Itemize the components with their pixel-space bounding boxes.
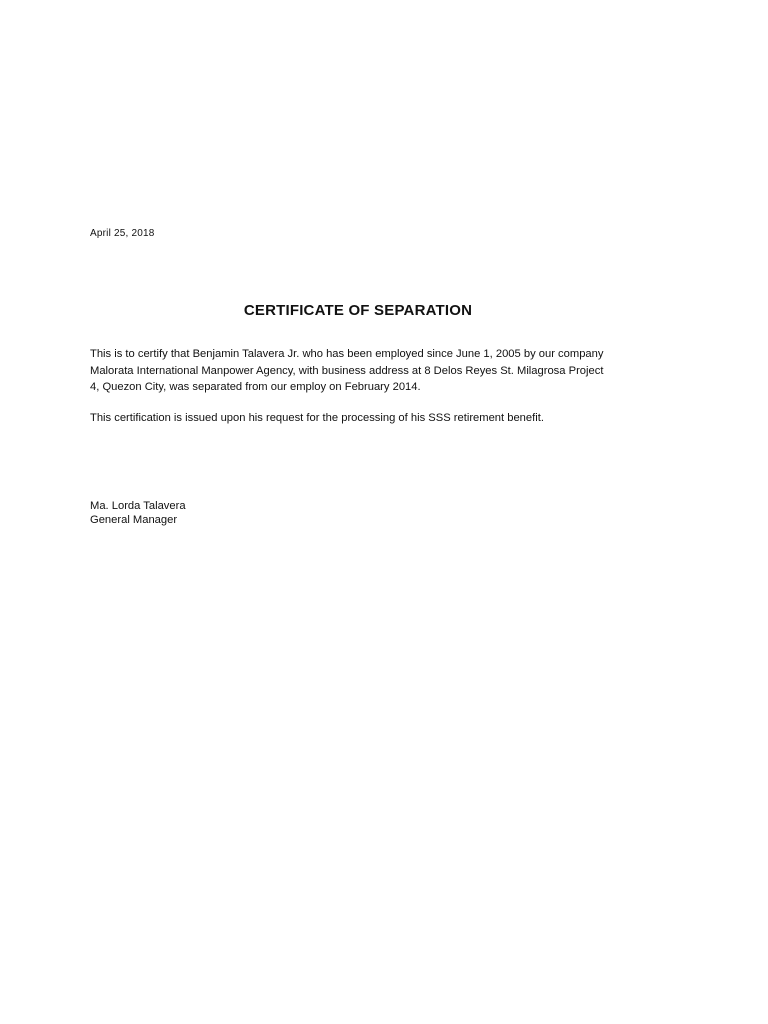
- certification-paragraph: [90, 346, 710, 396]
- paragraph-line: Malorata International Manpower Agency, with business address at 8 Delos Reyes St. Milagrosa Project: [90, 364, 604, 377]
- document-date: April 25, 2018: [90, 228, 155, 239]
- signatory-position: General Manager: [90, 514, 178, 526]
- signatory-name: Ma. Lorda Talavera: [90, 500, 186, 512]
- signatory-block: [90, 499, 186, 527]
- paragraph-line: This is to certify that Benjamin Talavera Jr. who has been employed since June 1, 2005 by our company: [90, 348, 604, 360]
- purpose-paragraph: This certification is issued upon his request for the processing of his SSS retirement benefit.: [90, 412, 544, 424]
- document-title: CERTIFICATE OF SEPARATION: [243, 302, 473, 319]
- paragraph-line: 4, Quezon City, was separated from our employ on February 2014.: [90, 381, 421, 393]
